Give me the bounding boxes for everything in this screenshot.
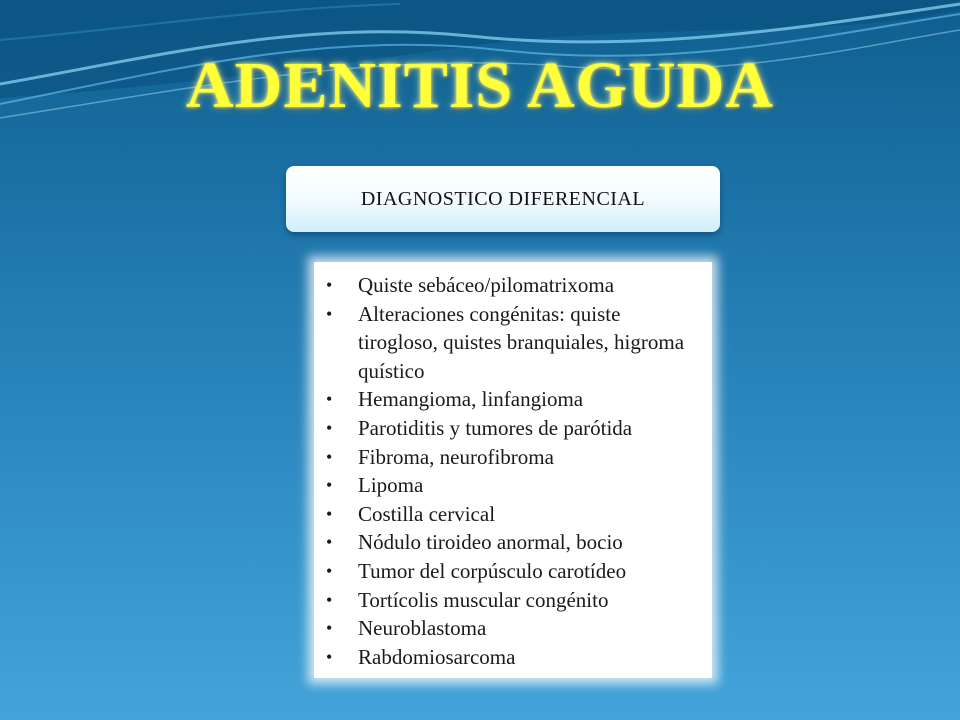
list-item xyxy=(324,586,704,615)
differential-list-panel xyxy=(314,262,712,678)
list-item-text: Neuroblastoma xyxy=(358,616,487,641)
slide-title: ADENITIS AGUDA xyxy=(186,49,774,122)
bullet-icon: • xyxy=(326,560,333,581)
bullet-icon: • xyxy=(326,475,333,496)
bullet-icon: • xyxy=(326,646,333,667)
list-item-text: Parotiditis y tumores de parótida xyxy=(358,415,633,440)
list-item xyxy=(324,300,704,386)
bullet-icon: • xyxy=(326,618,333,639)
bullet-icon: • xyxy=(326,303,333,324)
list-item-text: Hemangioma, linfangioma xyxy=(358,387,584,412)
list-item xyxy=(324,528,704,557)
list-item xyxy=(324,500,704,529)
list-item-text: Fibroma, neurofibroma xyxy=(358,444,554,469)
bullet-icon: • xyxy=(326,389,333,410)
differential-list xyxy=(324,271,704,671)
list-item xyxy=(324,443,704,472)
bullet-icon: • xyxy=(326,417,333,438)
list-item xyxy=(324,271,704,300)
bullet-icon: • xyxy=(326,532,333,553)
bullet-icon: • xyxy=(326,275,333,295)
list-item-text: Tumor del corpúsculo carotídeo xyxy=(358,558,627,583)
list-item-text: Nódulo tiroideo anormal, bocio xyxy=(358,530,623,555)
list-item xyxy=(324,385,704,414)
bullet-icon: • xyxy=(326,589,333,610)
list-item-text: Rabdomiosarcoma xyxy=(358,644,516,669)
bullet-icon: • xyxy=(326,503,333,524)
list-item-text: Alteraciones congénitas: quiste tirogloso, quistes branquiales, higroma quístico xyxy=(358,301,685,383)
list-item xyxy=(324,614,704,643)
list-item xyxy=(324,557,704,586)
list-item-text: Lipoma xyxy=(358,473,424,498)
subtitle-text: DIAGNOSTICO DIFERENCIAL xyxy=(360,187,646,210)
bullet-icon: • xyxy=(326,446,333,467)
list-item-text: Costilla cervical xyxy=(358,501,496,526)
subtitle-box xyxy=(286,166,720,232)
list-item xyxy=(324,471,704,500)
list-item xyxy=(324,414,704,443)
list-item xyxy=(324,643,704,672)
list-item-text: Quiste sebáceo/pilomatrixoma xyxy=(358,273,615,297)
list-item-text: Tortícolis muscular congénito xyxy=(358,587,609,612)
